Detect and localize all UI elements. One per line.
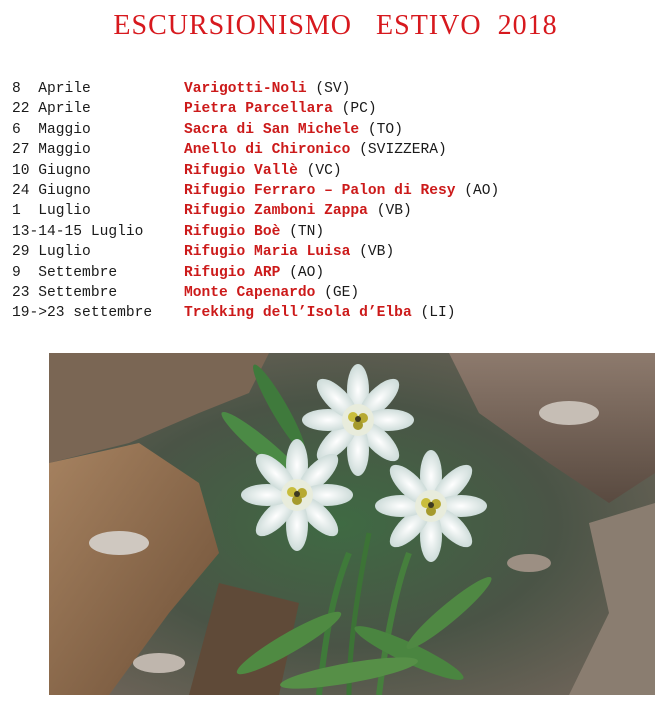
list-item [12, 201, 499, 221]
event-destination: Rifugio Ferraro – Palon di Resy [184, 182, 456, 199]
event-destination: Sacra di San Michele [184, 121, 360, 138]
list-item [12, 242, 499, 262]
event-date: 22 Aprile [12, 101, 91, 118]
event-region: (VC) [306, 162, 342, 179]
event-destination: Pietra Parcellara [184, 101, 333, 118]
event-destination: Rifugio ARP [184, 264, 281, 281]
event-destination: Rifugio Vallè [184, 162, 298, 179]
event-destination: Rifugio Boè [184, 223, 281, 240]
event-destination: Monte Capenardo [184, 284, 316, 301]
event-date: 23 Settembre [12, 284, 118, 301]
event-date: 10 Giugno [12, 162, 91, 179]
event-region: (SVIZZERA) [359, 142, 447, 159]
event-date: 29 Luglio [12, 244, 91, 261]
list-item [12, 79, 499, 99]
event-region: (SV) [315, 81, 351, 97]
list-item [12, 99, 499, 119]
schedule-list [12, 79, 499, 324]
event-destination: Rifugio Maria Luisa [184, 244, 351, 261]
event-region: (AO) [289, 264, 325, 281]
event-region: (GE) [324, 284, 360, 301]
list-item [12, 161, 499, 181]
list-item [12, 263, 499, 283]
event-date: 9 Settembre [12, 264, 118, 281]
event-date: 6 Maggio [12, 121, 91, 138]
edelweiss-photo [49, 353, 655, 695]
list-item [12, 181, 499, 201]
event-region: (PC) [341, 101, 377, 118]
event-date: 1 Luglio [12, 203, 91, 220]
page-title: ESCURSIONISMO ESTIVO 2018 [113, 10, 558, 41]
event-region: (AO) [464, 182, 500, 199]
event-date: 27 Maggio [12, 142, 91, 159]
event-date: 13-14-15 Luglio [12, 223, 144, 240]
list-item [12, 222, 499, 242]
event-region: (TN) [289, 223, 325, 240]
event-region: (TO) [367, 121, 403, 138]
event-region: (VB) [359, 244, 395, 261]
list-item [12, 283, 499, 303]
event-date: 8 Aprile [12, 81, 91, 97]
list-item [12, 120, 499, 140]
event-destination: Trekking dell’Isola d’Elba [184, 305, 412, 322]
event-region: (VB) [376, 203, 412, 220]
event-destination: Rifugio Zamboni Zappa [184, 203, 368, 220]
event-region: (LI) [420, 305, 456, 322]
event-date: 19->23 settembre [12, 305, 153, 322]
event-destination: Anello di Chironico [184, 142, 351, 159]
list-item [12, 140, 499, 160]
event-destination: Varigotti-Noli [184, 81, 307, 97]
event-date: 24 Giugno [12, 182, 91, 199]
list-item [12, 303, 499, 323]
